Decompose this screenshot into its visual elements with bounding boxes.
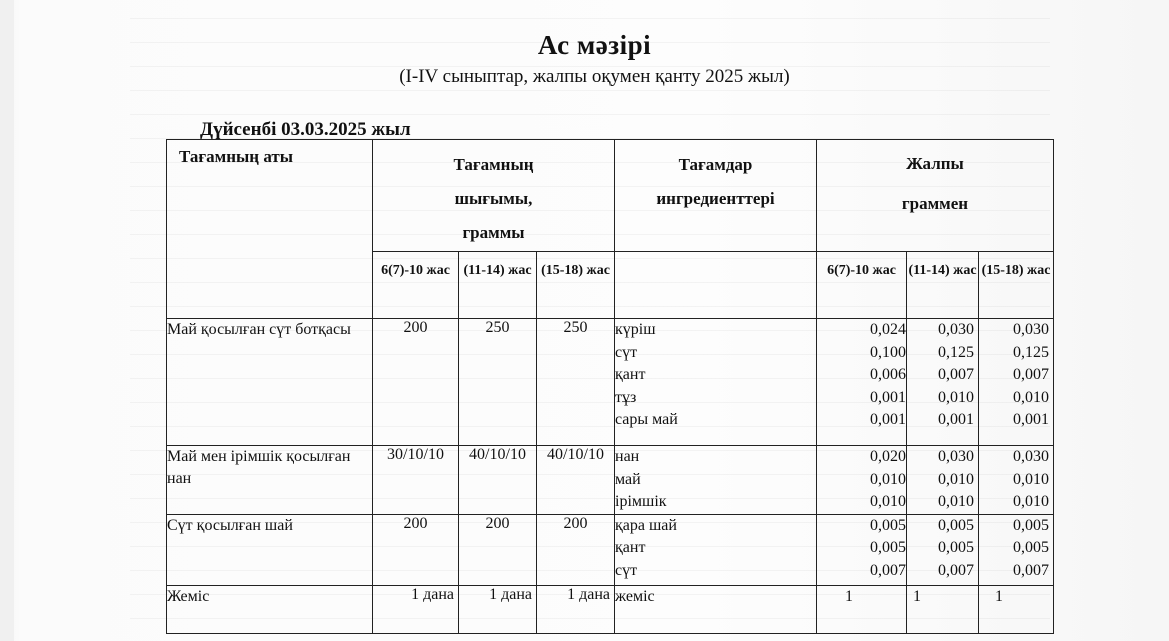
portion-cell: 40/10/10 <box>537 446 615 515</box>
ingredient: май <box>615 470 641 488</box>
total-value: 0,010 <box>938 470 974 488</box>
header-row-main <box>167 140 1054 252</box>
total-column <box>979 585 1054 633</box>
portion-cell: 1 дана <box>459 585 537 633</box>
page-edge-shadow <box>0 0 14 641</box>
total-value: 0,010 <box>870 470 906 488</box>
total-value: 0,010 <box>938 493 974 510</box>
portion-cell: 200 <box>373 319 459 446</box>
ingredient: қара шай <box>615 516 677 534</box>
total-value: 0,010 <box>870 493 906 510</box>
total-value: 0,010 <box>938 388 974 406</box>
portion-cell: 30/10/10 <box>373 446 459 515</box>
ingredient: ірімшік <box>615 493 667 510</box>
total-value: 0,007 <box>870 561 906 579</box>
total-value: 0,125 <box>1013 343 1049 361</box>
table-row <box>167 319 1054 446</box>
header-portion: Тағамның шығымы, граммы <box>373 140 615 252</box>
total-value: 0,020 <box>870 448 906 465</box>
total-value: 0,010 <box>1013 388 1049 406</box>
total-column <box>979 446 1054 515</box>
dish-name: Сүт қосылған шай <box>167 514 373 585</box>
header-age-group: (15-18) жас <box>979 252 1054 319</box>
ingredient: қант <box>615 366 646 383</box>
ingredient-list <box>615 319 817 446</box>
header-age-group: (15-18) жас <box>537 252 615 319</box>
total-column <box>817 585 907 633</box>
total-column <box>817 319 907 446</box>
total-value: 1 <box>845 587 853 605</box>
ingredient: сүт <box>615 343 638 361</box>
total-value: 0,007 <box>1013 366 1049 383</box>
total-value: 0,001 <box>938 411 974 428</box>
total-column <box>907 514 979 585</box>
total-value: 0,125 <box>938 343 974 361</box>
portion-cell: 200 <box>537 514 615 585</box>
dish-name: Май мен ірімшік қосылған нан <box>167 446 373 515</box>
document-subtitle: (I-IV сыныптар, жалпы оқумен қанту 2025 жыл) <box>399 66 790 87</box>
dish-name: Жеміс <box>167 585 373 633</box>
total-value: 1 <box>913 587 921 605</box>
day-label: Дүйсенбі 03.03.2025 жыл <box>200 119 411 140</box>
portion-cell: 40/10/10 <box>459 446 537 515</box>
menu-table <box>166 139 1054 634</box>
total-value: 0,005 <box>870 539 906 556</box>
total-value: 0,010 <box>1013 470 1049 488</box>
portion-cell: 1 дана <box>537 585 615 633</box>
total-value: 0,006 <box>870 366 906 383</box>
ingredient: күріш <box>615 321 656 338</box>
portion-cell: 250 <box>459 319 537 446</box>
header-age-group: (11-14) жас <box>907 252 979 319</box>
total-value: 0,010 <box>1013 493 1049 510</box>
portion-cell: 250 <box>537 319 615 446</box>
ingredient-list <box>615 585 817 633</box>
total-value: 0,007 <box>938 366 974 383</box>
total-value: 0,005 <box>1013 539 1049 556</box>
total-value: 0,001 <box>870 388 906 406</box>
total-value: 0,030 <box>1013 448 1049 465</box>
total-value: 0,030 <box>1013 321 1049 338</box>
total-value: 0,005 <box>870 516 906 534</box>
total-column <box>907 585 979 633</box>
total-value: 0,030 <box>938 321 974 338</box>
header-total: Жалпы граммен <box>817 140 1054 252</box>
ingredient: нан <box>615 448 640 465</box>
document-title: Ас мәзірі <box>537 30 652 60</box>
total-column <box>979 319 1054 446</box>
header-age-group: 6(7)-10 жас <box>817 252 907 319</box>
portion-cell: 1 дана <box>373 585 459 633</box>
total-value: 0,001 <box>870 411 906 428</box>
header-ingredients: Тағамдар ингредиенттері <box>615 140 817 252</box>
dish-name: Май қосылған сүт ботқасы <box>167 319 373 446</box>
total-value: 0,100 <box>870 343 906 361</box>
total-value: 0,024 <box>870 321 906 338</box>
total-value: 0,005 <box>1013 516 1049 534</box>
total-value: 0,007 <box>1013 561 1049 579</box>
total-column <box>817 446 907 515</box>
table-row <box>167 514 1054 585</box>
total-value: 0,030 <box>938 448 974 465</box>
table-row <box>167 585 1054 633</box>
total-value: 0,007 <box>938 561 974 579</box>
portion-cell: 200 <box>373 514 459 585</box>
ingredient: сары май <box>615 411 678 428</box>
ingredient: жеміс <box>615 587 655 605</box>
ingredient: қант <box>615 539 646 556</box>
ingredient-list <box>615 446 817 515</box>
header-age-group: (11-14) жас <box>459 252 537 319</box>
total-value: 1 <box>995 587 1003 605</box>
portion-cell: 200 <box>459 514 537 585</box>
total-column <box>817 514 907 585</box>
total-column <box>907 446 979 515</box>
ingredient-list <box>615 514 817 585</box>
total-column <box>979 514 1054 585</box>
header-name: Тағамның аты <box>167 140 373 319</box>
ingredient: тұз <box>615 388 637 406</box>
total-column <box>907 319 979 446</box>
table-row <box>167 446 1054 515</box>
header-ingredients-empty <box>615 252 817 319</box>
total-value: 0,001 <box>1013 411 1049 428</box>
total-value: 0,005 <box>938 516 974 534</box>
ingredient: сүт <box>615 561 638 579</box>
total-value: 0,005 <box>938 539 974 556</box>
header-age-group: 6(7)-10 жас <box>373 252 459 319</box>
